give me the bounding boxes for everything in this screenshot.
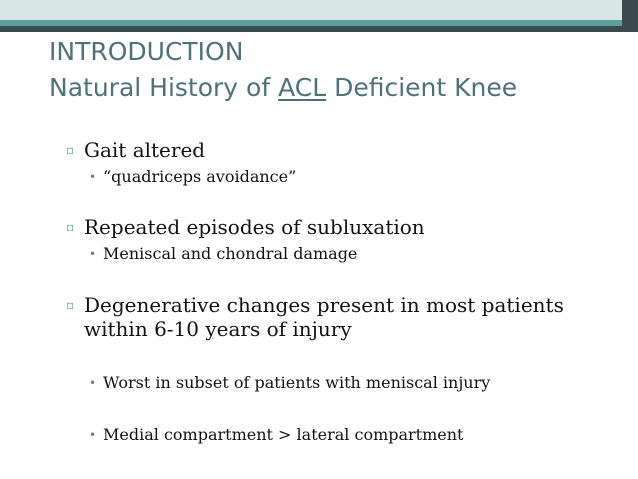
bullet-text-line-1: Degenerative changes present in most patients (84, 293, 564, 317)
dot-bullet-icon: • (89, 428, 97, 442)
square-bullet-icon: ▫ (66, 298, 75, 312)
sub-bullet-meniscal-chondral (89, 243, 358, 265)
sub-bullet-quadriceps-avoidance (89, 166, 297, 188)
dot-bullet-icon: • (89, 170, 97, 184)
sub-bullet-text: “quadriceps avoidance” (103, 167, 297, 186)
title-acl-abbreviation: ACL (278, 73, 327, 102)
square-bullet-icon: ▫ (66, 143, 75, 157)
title-prefix: Natural History of (49, 73, 279, 102)
bullet-text-line-2: within 6-10 years of injury (84, 317, 352, 341)
bullet-degenerative-changes (66, 293, 564, 341)
bullet-repeated-subluxation (66, 215, 425, 239)
dot-bullet-icon: • (89, 376, 97, 390)
bullet-text: Repeated episodes of subluxation (84, 215, 425, 239)
sub-bullet-worst-meniscal (89, 372, 491, 394)
bullet-gait-altered (66, 138, 206, 162)
sub-bullet-medial-compartment (89, 424, 464, 446)
bullet-text: Gait altered (84, 138, 206, 162)
sub-bullet-text: Meniscal and chondral damage (103, 244, 358, 263)
title-line-1: INTRODUCTION (49, 37, 244, 66)
sub-bullet-text: Worst in subset of patients with meniscal injury (103, 373, 491, 392)
dot-bullet-icon: • (89, 247, 97, 261)
title-suffix: Deficient Knee (326, 73, 518, 102)
sub-bullet-text: Medial compartment > lateral compartment (103, 425, 464, 444)
square-bullet-icon: ▫ (66, 220, 75, 234)
